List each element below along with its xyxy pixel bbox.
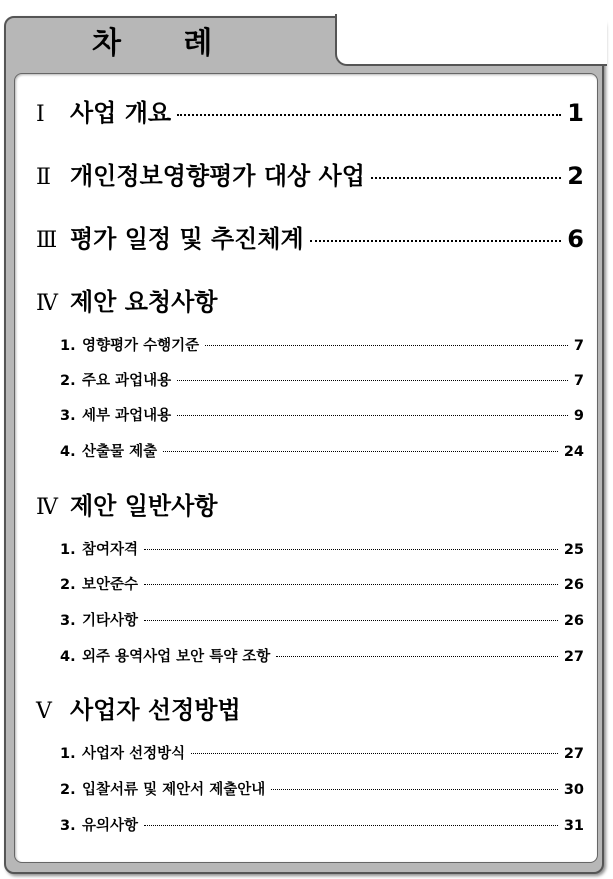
subsection-label: 유의사항: [82, 818, 139, 834]
toc-subsection[interactable]: [60, 369, 584, 390]
toc-section-3[interactable]: [36, 219, 584, 254]
leader-dots: [177, 114, 561, 116]
toc-subsection[interactable]: [60, 404, 584, 425]
subsection-label: 영향평가 수행기준: [82, 338, 200, 354]
subsection-number: 2.: [60, 782, 76, 798]
toc-subsection[interactable]: [60, 742, 584, 763]
leader-dots: [144, 584, 558, 585]
section-label: 제안 일반사항: [70, 492, 218, 520]
section-page: 1: [567, 99, 584, 127]
leader-dots: [144, 825, 558, 826]
toc-subsection[interactable]: [60, 814, 584, 835]
subsection-label: 보안준수: [82, 577, 139, 593]
subsection-number: 1.: [60, 746, 76, 762]
leader-dots: [371, 177, 561, 179]
leader-dots: [177, 415, 568, 416]
section-label: 평가 일정 및 추진체계: [70, 225, 304, 253]
subsection-label: 입찰서류 및 제안서 제출안내: [82, 782, 266, 798]
subsection-label: 기타사항: [82, 613, 139, 629]
leader-dots: [163, 451, 558, 452]
leader-dots: [276, 656, 558, 657]
subsection-label: 외주 용역사업 보안 특약 조항: [82, 649, 271, 665]
leader-dots: [310, 240, 562, 242]
subsection-label: 사업자 선정방식: [82, 746, 186, 762]
section-label: 사업자 선정방법: [70, 696, 241, 724]
subsection-number: 2.: [60, 577, 76, 593]
section-label: 개인정보영향평가 대상 사업: [70, 162, 365, 190]
subsection-label: 산출물 제출: [82, 444, 158, 460]
section-page: 6: [567, 225, 584, 253]
subsection-page: 9: [573, 408, 584, 424]
toc-subsection[interactable]: [60, 538, 584, 559]
toc-subsection[interactable]: [60, 778, 584, 799]
toc-title: 차 례: [92, 26, 239, 61]
leader-dots: [144, 549, 558, 550]
toc-subsection[interactable]: [60, 573, 584, 594]
frame-tab-cutout: [335, 14, 607, 66]
subsection-label: 참여자격: [82, 542, 139, 558]
section-page: 2: [567, 162, 584, 190]
toc-subsection[interactable]: [60, 645, 584, 666]
section-label: 사업 개요: [70, 99, 172, 127]
subsection-page: 7: [573, 338, 584, 354]
subsection-number: 1.: [60, 338, 76, 354]
toc-subsection[interactable]: [60, 440, 584, 461]
leader-dots: [271, 789, 558, 790]
subsection-number: 3.: [60, 613, 76, 629]
frame-top-background: [330, 0, 613, 15]
subsection-number: 1.: [60, 542, 76, 558]
subsection-page: 26: [563, 613, 584, 629]
subsection-page: 25: [563, 542, 584, 558]
toc-section-2[interactable]: [36, 156, 584, 191]
subsection-page: 27: [563, 649, 584, 665]
subsection-number: 3.: [60, 818, 76, 834]
toc-section-6[interactable]: [36, 690, 241, 725]
toc-section-1[interactable]: [36, 93, 584, 128]
subsection-label: 세부 과업내용: [82, 408, 172, 424]
section-numeral: Ⅴ: [36, 699, 52, 724]
subsection-page: 26: [563, 577, 584, 593]
subsection-page: 24: [563, 444, 584, 460]
section-label: 제안 요청사항: [70, 288, 218, 316]
leader-dots: [177, 380, 568, 381]
section-numeral: Ⅳ: [36, 291, 58, 316]
subsection-page: 7: [573, 373, 584, 389]
subsection-page: 31: [563, 818, 584, 834]
leader-dots: [205, 345, 568, 346]
subsection-page: 30: [563, 782, 584, 798]
subsection-number: 3.: [60, 408, 76, 424]
section-numeral: Ⅰ: [36, 102, 45, 127]
section-numeral: Ⅱ: [36, 165, 51, 190]
section-numeral: Ⅲ: [36, 228, 58, 253]
subsection-number: 2.: [60, 373, 76, 389]
leader-dots: [191, 753, 558, 754]
subsection-number: 4.: [60, 649, 76, 665]
toc-section-5[interactable]: [36, 486, 217, 521]
subsection-label: 주요 과업내용: [82, 373, 172, 389]
subsection-page: 27: [563, 746, 584, 762]
toc-subsection[interactable]: [60, 609, 584, 630]
toc-subsection[interactable]: [60, 334, 584, 355]
toc-section-4[interactable]: [36, 282, 217, 317]
subsection-number: 4.: [60, 444, 76, 460]
section-numeral: Ⅳ: [36, 495, 58, 520]
leader-dots: [144, 620, 558, 621]
